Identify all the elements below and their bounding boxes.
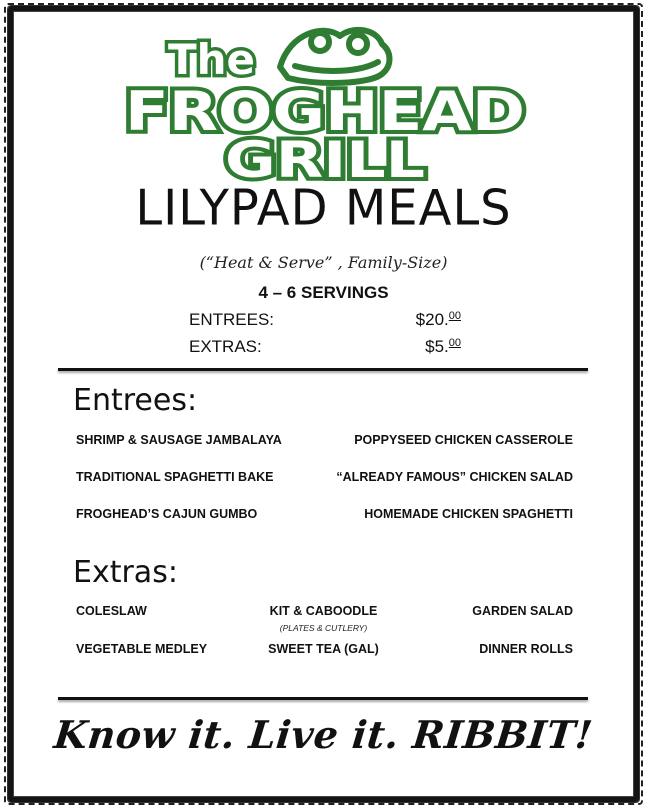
frog-head-icon bbox=[280, 30, 390, 83]
price-value: $5.00 bbox=[425, 337, 461, 356]
list-item: SHRIMP & SAUSAGE JAMBALAYA bbox=[76, 433, 282, 447]
servings: 4 – 6 SERVINGS bbox=[258, 283, 389, 302]
froghead-grill-logo bbox=[120, 22, 530, 182]
extras-heading: Extras: bbox=[73, 555, 178, 590]
divider-bottom bbox=[58, 697, 588, 700]
logo-line-grill: GRILL bbox=[225, 131, 425, 182]
list-item: “ALREADY FAMOUS” CHICKEN SALAD bbox=[336, 470, 573, 484]
list-item: KIT & CABOODLE bbox=[269, 604, 378, 618]
logo-line-the: The bbox=[168, 35, 256, 84]
entrees-heading: Entrees: bbox=[73, 383, 198, 418]
divider-top bbox=[58, 368, 588, 371]
page-title: LILYPAD MEALS bbox=[135, 179, 512, 237]
logo-line-froghead: FROGHEAD bbox=[125, 80, 525, 143]
list-item: COLESLAW bbox=[76, 604, 147, 618]
kit-note: (PLATES & CUTLERY) bbox=[279, 623, 368, 633]
list-item: TRADITIONAL SPAGHETTI BAKE bbox=[76, 470, 274, 484]
list-item: GARDEN SALAD bbox=[472, 604, 573, 618]
list-item: DINNER ROLLS bbox=[479, 642, 573, 656]
list-item: HOMEMADE CHICKEN SPAGHETTI bbox=[364, 507, 573, 521]
price-value: $20.00 bbox=[415, 310, 461, 329]
list-item: POPPYSEED CHICKEN CASSEROLE bbox=[354, 433, 573, 447]
price-row-extras bbox=[0, 337, 647, 359]
price-label: ENTREES: bbox=[189, 310, 275, 329]
slogan: Know it. Live it. RIBBIT! bbox=[51, 712, 596, 757]
list-item: VEGETABLE MEDLEY bbox=[76, 642, 208, 656]
price-row-entrees bbox=[0, 310, 647, 332]
list-item: FROGHEAD’S CAJUN GUMBO bbox=[76, 507, 258, 521]
list-item: SWEET TEA (GAL) bbox=[268, 642, 379, 656]
subtitle: (“Heat & Serve” , Family-Size) bbox=[199, 253, 448, 272]
price-label: EXTRAS: bbox=[189, 337, 262, 356]
